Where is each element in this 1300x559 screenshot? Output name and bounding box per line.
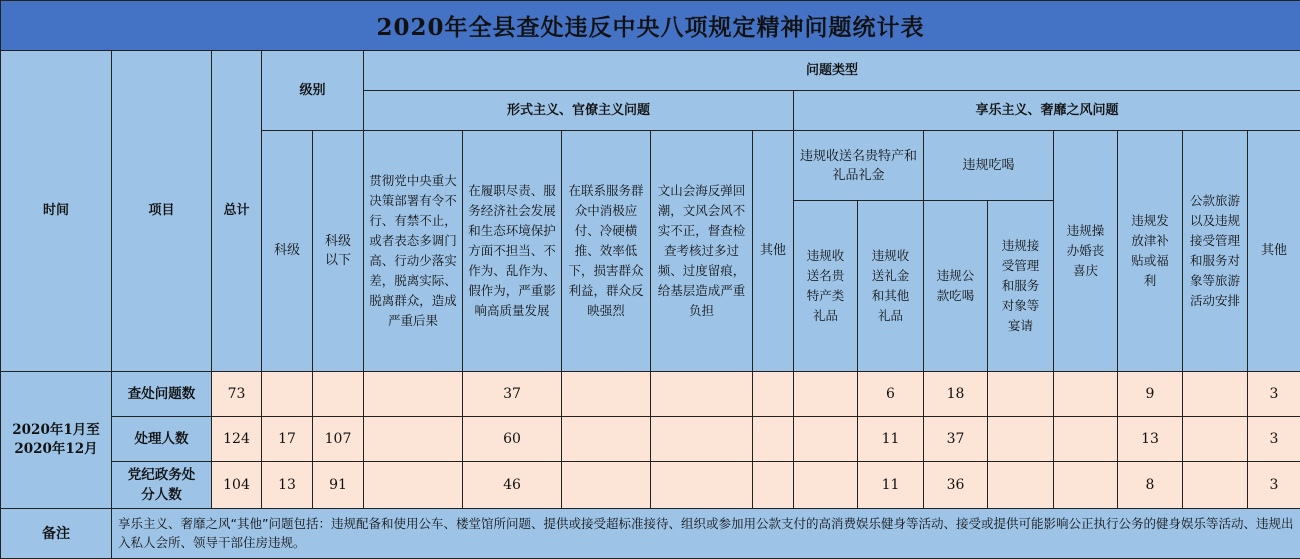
header-tourism: 公款旅游以及违规接受管理和服务对象等旅游活动安排 [1183, 131, 1248, 371]
cell-h5 [1183, 461, 1248, 508]
header-gift-cash: 违规收送礼金和其他礼品 [858, 201, 924, 371]
header-item: 项目 [112, 51, 212, 372]
cell-f2: 60 [463, 416, 562, 461]
cell-h5 [1183, 416, 1248, 461]
cell-dine2 [988, 416, 1054, 461]
header-level: 级别 [262, 51, 364, 131]
row-label: 处理人数 [112, 416, 212, 461]
header-gift-group: 违规收送名贵特产和礼品礼金 [794, 131, 924, 201]
header-formalism-3: 在联系服务群众中消极应付、冷硬横推、效率低下，损害群众利益，群众反映强烈 [562, 131, 651, 371]
row-label: 党纪政务处分人数 [112, 461, 212, 508]
header-allowance: 违规发放津补贴或福利 [1118, 131, 1183, 371]
cell-dine1: 18 [924, 371, 988, 416]
cell-f3 [562, 461, 651, 508]
header-total: 总计 [212, 51, 262, 372]
table-row [1, 371, 1300, 416]
cell-below: 107 [313, 416, 364, 461]
cell-h6: 3 [1248, 416, 1300, 461]
cell-f4 [651, 416, 753, 461]
cell-f3 [562, 416, 651, 461]
cell-gift1 [794, 461, 858, 508]
header-dine-public: 违规公款吃喝 [924, 201, 988, 371]
header-problem-type: 问题类型 [364, 51, 1300, 91]
cell-gift1 [794, 371, 858, 416]
header-formalism-1: 贯彻党中央重大决策部署有令不行、有禁不止，或者表态多调门高、行动少落实差，脱离实际、脱离群众，造成严重后果 [364, 131, 463, 371]
cell-h6: 3 [1248, 461, 1300, 508]
cell-h3 [1054, 416, 1118, 461]
note-label: 备注 [1, 508, 112, 558]
table-title: 2020年全县查处违反中央八项规定精神问题统计表 [1, 1, 1300, 51]
cell-f4 [651, 371, 753, 416]
cell-total: 73 [212, 371, 262, 416]
cell-f1 [364, 416, 463, 461]
cell-dine2 [988, 461, 1054, 508]
header-gift-specialty: 违规收送名贵特产类礼品 [794, 201, 858, 371]
header-formalism-other: 其他 [753, 131, 794, 371]
header-level-below: 科级以下 [313, 131, 364, 371]
cell-ke: 13 [262, 461, 313, 508]
cell-f5 [753, 371, 794, 416]
cell-total: 104 [212, 461, 262, 508]
period-cell: 2020年1月至2020年12月 [1, 371, 112, 508]
header-dine-banquet: 违规接受管理和服务对象等宴请 [988, 201, 1054, 371]
header-wedding-funeral: 违规操办婚丧喜庆 [1054, 131, 1118, 371]
header-hedonism-other: 其他 [1248, 131, 1300, 371]
cell-below [313, 371, 364, 416]
cell-dine1: 36 [924, 461, 988, 508]
row-label: 查处问题数 [112, 371, 212, 416]
header-formalism-4: 文山会海反弹回潮，文风会风不实不正，督查检查考核过多过频、过度留痕，给基层造成严重负担 [651, 131, 753, 371]
cell-below: 91 [313, 461, 364, 508]
cell-h4: 9 [1118, 371, 1183, 416]
cell-h4: 13 [1118, 416, 1183, 461]
cell-f5 [753, 461, 794, 508]
cell-ke [262, 371, 313, 416]
cell-h6: 3 [1248, 371, 1300, 416]
cell-f3 [562, 371, 651, 416]
cell-dine1: 37 [924, 416, 988, 461]
cell-total: 124 [212, 416, 262, 461]
cell-f4 [651, 461, 753, 508]
cell-f5 [753, 416, 794, 461]
table-row [1, 416, 1300, 461]
header-formalism-2: 在履职尽责、服务经济社会发展和生态环境保护方面不担当、不作为、乱作为、假作为，严重影响高质量发展 [463, 131, 562, 371]
cell-f1 [364, 461, 463, 508]
header-level-ke: 科级 [262, 131, 313, 371]
cell-h4: 8 [1118, 461, 1183, 508]
note-text: 享乐主义、奢靡之风“其他”问题包括：违规配备和使用公车、楼堂馆所问题、提供或接受超标准接待、组织或参加用公款支付的高消费娱乐健身等活动、接受或提供可能影响公正执行公务的健身娱乐等活动、违规出入私人会所、领导干部住房违规。 [112, 508, 1300, 558]
cell-gift2: 6 [858, 371, 924, 416]
header-time: 时间 [1, 51, 112, 372]
cell-gift2: 11 [858, 461, 924, 508]
table-row [1, 461, 1300, 508]
cell-gift1 [794, 416, 858, 461]
header-formalism-group: 形式主义、官僚主义问题 [364, 91, 794, 131]
cell-h3 [1054, 371, 1118, 416]
cell-gift2: 11 [858, 416, 924, 461]
header-dine-group: 违规吃喝 [924, 131, 1054, 201]
cell-h3 [1054, 461, 1118, 508]
cell-h5 [1183, 371, 1248, 416]
cell-f2: 37 [463, 371, 562, 416]
cell-f2: 46 [463, 461, 562, 508]
header-hedonism-group: 享乐主义、奢靡之风问题 [794, 91, 1300, 131]
cell-ke: 17 [262, 416, 313, 461]
cell-f1 [364, 371, 463, 416]
cell-dine2 [988, 371, 1054, 416]
